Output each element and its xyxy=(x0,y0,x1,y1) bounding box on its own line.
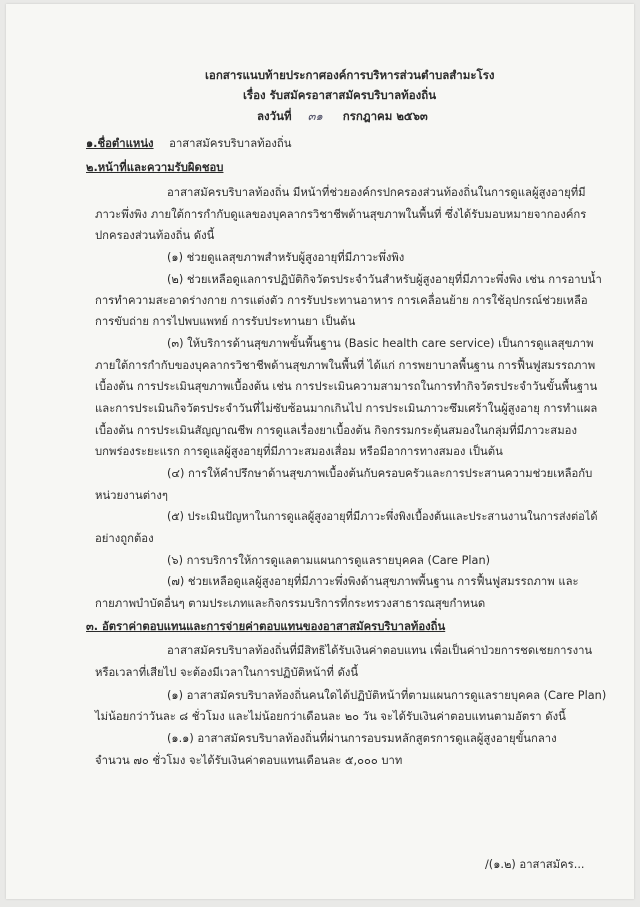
section-3-intro-line: หรือเวลาที่เสียไป จะต้องมีเวลาในการปฏิบัติหน้าที่ ดังนี้ xyxy=(95,666,359,679)
pay-item-1: (๑) อาสาสมัครบริบาลท้องถิ่นคนใดได้ปฏิบัติหน้าที่ตามแผนการดูแลรายบุคคล (Care Plan) xyxy=(167,689,607,702)
duty-item-2-line: การขับถ่าย การไปพบแพทย์ การรับประทานยา เป็นต้น xyxy=(95,315,356,328)
duty-item-5: (๕) ประเมินปัญหาในการดูแลผู้สูงอายุที่มีภาวะพึ่งพิงเบื้องต้นและประสานงานในการส่งต่อได้ xyxy=(167,510,598,523)
duty-item-2-line: การทำความสะอาดร่างกาย การแต่งตัว การรับประทานอาหาร การเคลื่อนย้าย การใช้อุปกรณ์ช่วยเหลือ xyxy=(95,294,588,307)
duty-item-4-line: หน่วยงานต่างๆ xyxy=(95,489,168,502)
duty-item-3-line: และการประเมินกิจวัตรประจำวันที่ไม่ซับซ้อนมากเกินไป การประเมินภาวะซึมเศร้าในผู้สูงอายุ การทำแผล xyxy=(95,402,598,415)
duty-item-1: (๑) ช่วยดูแลสุขภาพสำหรับผู้สูงอายุที่มีภาวะพึ่งพิง xyxy=(167,251,405,264)
document-subject: เรื่อง รับสมัครอาสาสมัครบริบาลท้องถิ่น xyxy=(243,88,437,102)
duty-item-5-line: อย่างถูกต้อง xyxy=(95,532,154,545)
document-title: เอกสารแนบท้ายประกาศองค์การบริหารส่วนตำบลสำมะโรง xyxy=(205,68,495,82)
duty-item-4: (๔) การให้คำปรึกษาด้านสุขภาพเบื้องต้นกับครอบครัวและการประสานความช่วยเหลือกับ xyxy=(167,467,593,480)
section-3-heading: ๓. อัตราค่าตอบแทนและการจ่ายค่าตอบแทนของอาสาสมัครบริบาลท้องถิ่น xyxy=(86,620,446,633)
duty-item-3: (๓) ให้บริการด้านสุขภาพขั้นพื้นฐาน (Basic health care service) เป็นการดูแลสุขภาพ xyxy=(167,337,594,350)
duty-item-3-line: เบื้องต้น การประเมินสัญญาณชีพ การดูแลเรื่องยาเบื้องต้น กิจกรรมกระตุ้นสมองในกลุ่มที่มีภาวะสมอง xyxy=(95,424,577,437)
section-3-intro-line: อาสาสมัครบริบาลท้องถิ่นที่มีสิทธิได้รับเงินค่าตอบแทน เพื่อเป็นค่าป่วยการชดเชยการงาน xyxy=(167,644,593,657)
duty-item-7-line: กายภาพบำบัดอื่นๆ ตามประเภทและกิจกรรมบริการที่กระทรวงสาธารณสุขกำหนด xyxy=(95,597,486,610)
pay-item-1-line: ไม่น้อยกว่าวันละ ๘ ชั่วโมง และไม่น้อยกว่าเดือนละ ๒๐ วัน จะได้รับเงินค่าตอบแทนตามอัตรา ดังนี้ xyxy=(95,710,566,723)
duty-item-3-line: เบื้องต้น การประเมินสุขภาพเบื้องต้น เช่น การประเมินความสามารถในการทำกิจวัตรประจำวันขั้นพื้นฐาน xyxy=(95,380,598,393)
section-2-intro-line: อาสาสมัครบริบาลท้องถิ่น มีหน้าที่ช่วยองค์กรปกครองส่วนท้องถิ่นในการดูแลผู้สูงอายุที่มี xyxy=(167,186,586,199)
duty-item-3-line: บกพร่องระยะแรก การดูแลผู้สูงอายุที่มีภาวะสมองเสื่อม หรือมีอาการทางสมอง เป็นต้น xyxy=(95,445,503,458)
section-2-intro-line: ปกครองส่วนท้องถิ่น ดังนี้ xyxy=(95,229,215,242)
continuation-note: /(๑.๒) อาสาสมัคร... xyxy=(485,858,585,871)
pay-item-1-1-line: จำนวน ๗๐ ชั่วโมง จะได้รับเงินค่าตอบแทนเดือนละ ๕,๐๐๐ บาท xyxy=(95,754,403,767)
pay-item-1-1: (๑.๑) อาสาสมัครบริบาลท้องถิ่นที่ผ่านการอบรมหลักสูตรการดูแลผู้สูงอายุขั้นกลาง xyxy=(167,732,557,745)
date-day-handwritten: ๓๑ xyxy=(307,109,323,123)
duty-item-6: (๖) การบริการให้การดูแลตามแผนการดูแลรายบุคคล (Care Plan) xyxy=(167,554,491,567)
document-page xyxy=(6,4,634,899)
duty-item-7: (๗) ช่วยเหลือดูแลผู้สูงอายุที่มีภาวะพึ่งพิงด้านสุขภาพพื้นฐาน การฟื้นฟูสมรรถภาพ และ xyxy=(167,575,579,588)
date-prefix: ลงวันที่ xyxy=(257,109,292,123)
document-date xyxy=(257,111,428,123)
position-name: อาสาสมัครบริบาลท้องถิ่น xyxy=(169,137,292,150)
section-2-heading: ๒.หน้าที่และความรับผิดชอบ xyxy=(86,161,224,174)
duty-item-3-line: ภายใต้การกำกับของบุคลากรวิชาชีพด้านสุขภาพในพื้นที่ ได้แก่ การพยาบาลพื้นฐาน การฟื้นฟูสมรรถภาพ xyxy=(95,359,596,372)
section-2-intro-line: ภาวะพึ่งพิง ภายใต้การกำกับดูแลของบุคลากรวิชาชีพด้านสุขภาพในพื้นที่ ซึ่งได้รับมอบหมายจากองค์กร xyxy=(95,208,587,221)
section-1-heading: ๑.ชื่อตำแหน่ง xyxy=(86,137,154,150)
duty-item-2: (๒) ช่วยเหลือดูแลการปฏิบัติกิจวัตรประจำวันสำหรับผู้สูงอายุที่มีภาวะพึ่งพิง เช่น การอาบน้ำ xyxy=(167,273,602,286)
section-1 xyxy=(86,138,291,149)
date-month-year: กรกฎาคม ๒๕๖๓ xyxy=(342,109,428,123)
